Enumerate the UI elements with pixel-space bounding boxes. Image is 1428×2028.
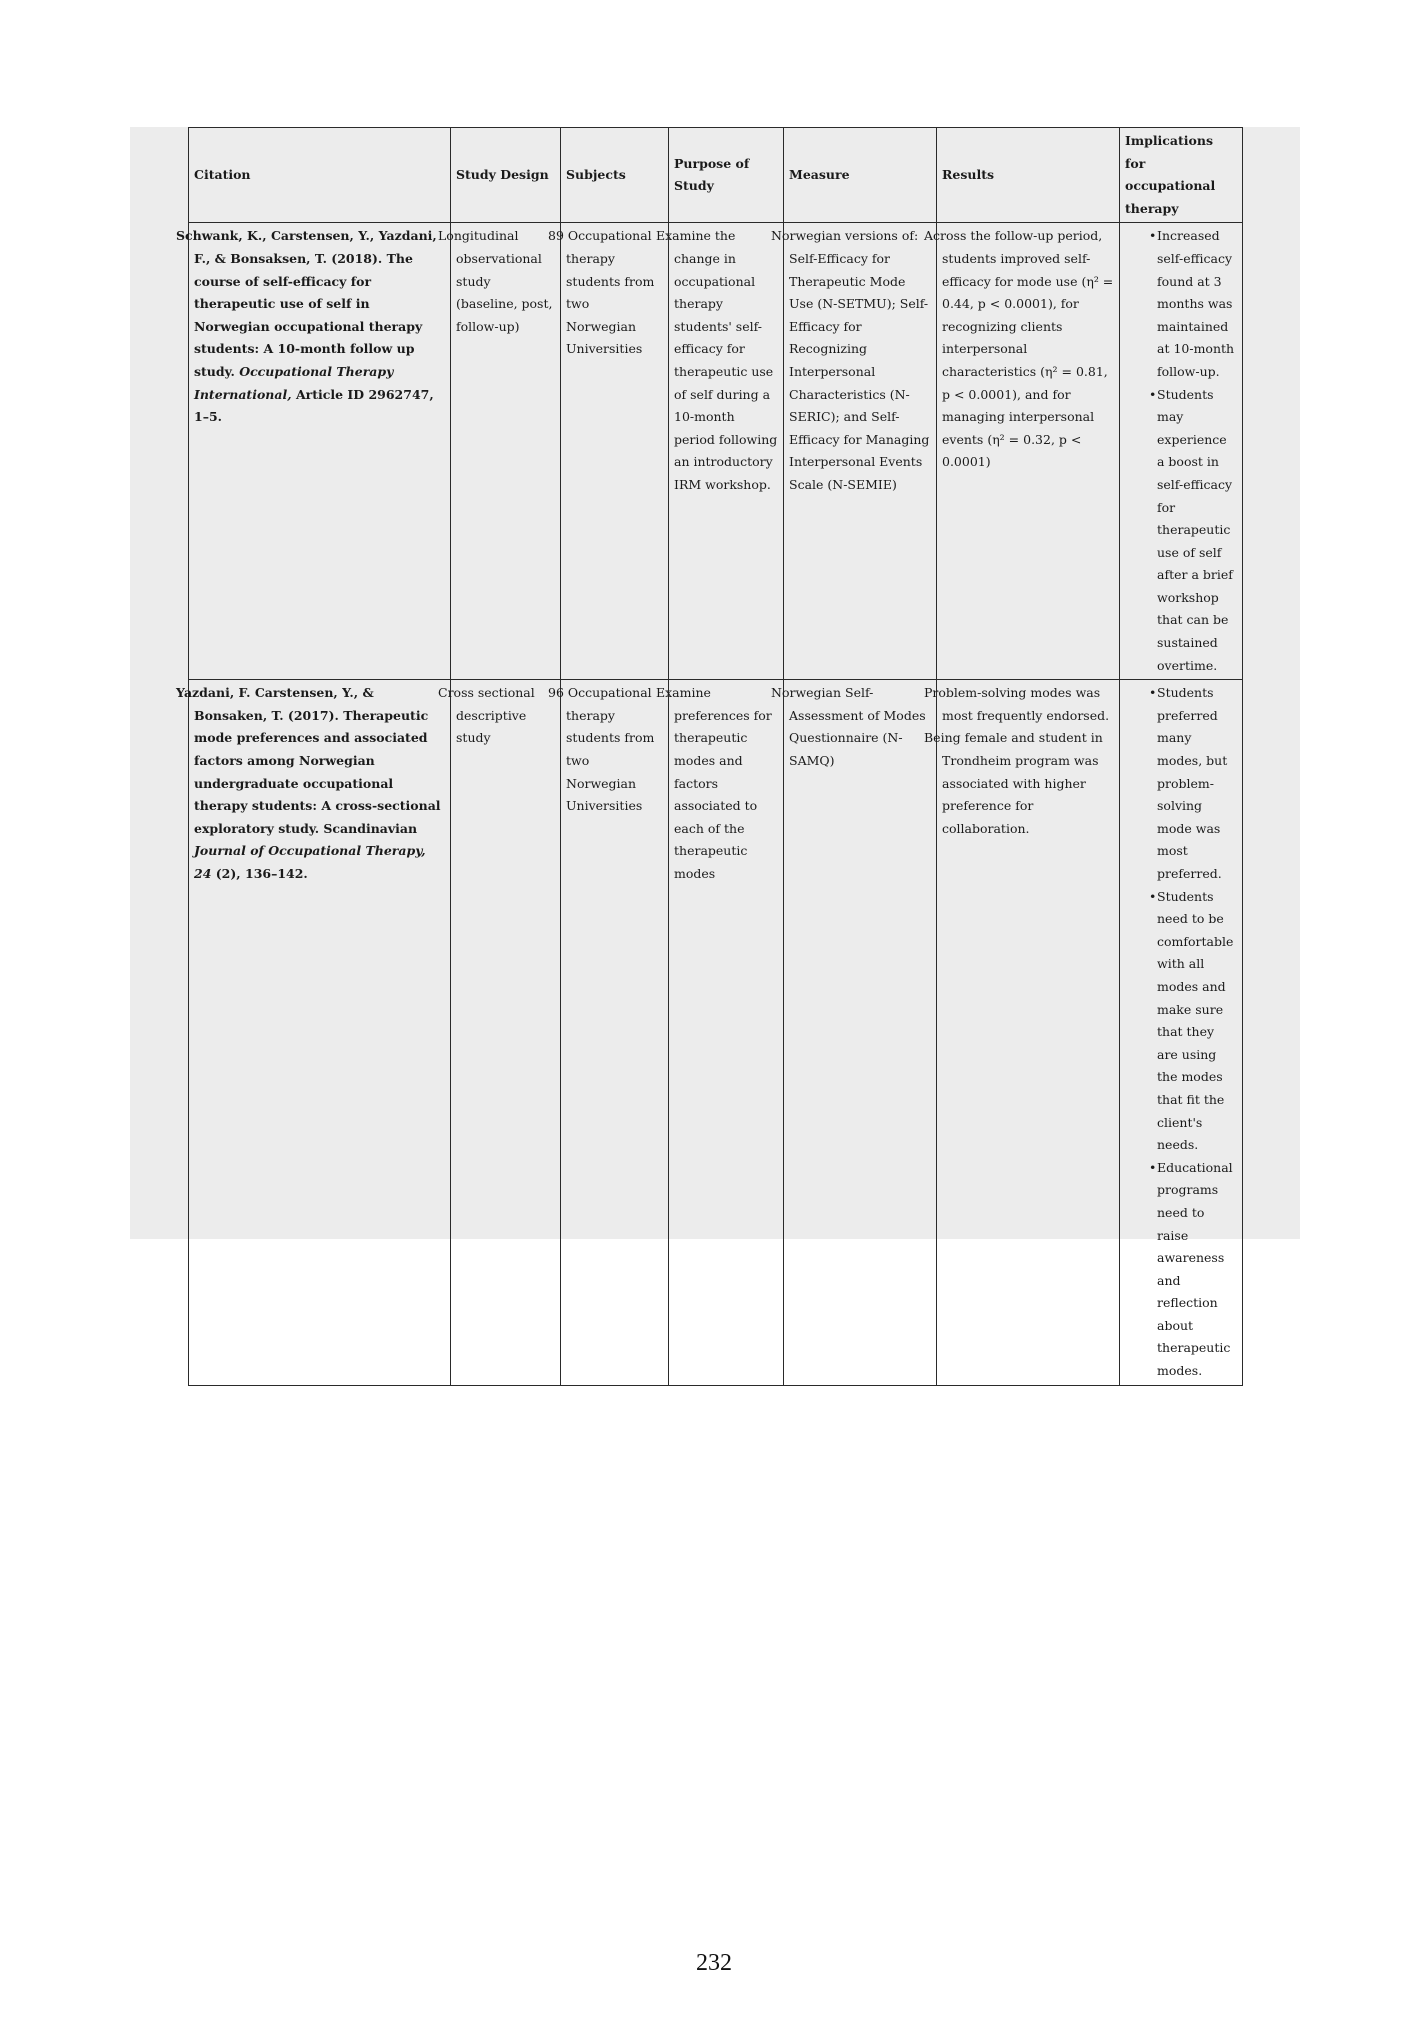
results-cell xyxy=(924,223,1120,680)
header-results: Results xyxy=(937,128,1120,223)
result-paragraph: Being female and student in Trondheim program was associated with higher preference for collaboration. xyxy=(924,730,1103,836)
citation-text: Yazdani, F. Carstensen, Y., & Bonsaken, T. (2017). Therapeutic mode preferences and associated factors among Norwegian undergraduate occupational therapy students: A cross-sectional exploratory study. Scandinavian xyxy=(176,685,441,836)
page-number: 232 xyxy=(696,1950,732,1976)
study-design-cell: Cross sectional descriptive study xyxy=(451,680,561,1385)
table-row xyxy=(189,680,1243,1385)
citation-journal: Journal of Occupational Therapy, 24 xyxy=(194,843,426,881)
implication-item: • Educational programs need to raise awareness and reflection about therapeutic modes. xyxy=(1125,1157,1237,1383)
header-implications: Implications for occupational therapy xyxy=(1120,128,1243,223)
measure-cell: Norwegian Self-Assessment of Modes Questionnaire (N-SAMQ) xyxy=(784,680,937,1385)
implication-item: • Students need to be comfortable with all modes and make sure that they are using the modes that fit the client's needs. xyxy=(1125,886,1237,1157)
citation-tail: Article ID 2962747, 1–5. xyxy=(194,386,434,425)
result-paragraph: Problem-solving modes was most frequently endorsed. xyxy=(924,685,1110,723)
header-citation: Citation xyxy=(189,128,451,223)
table-row xyxy=(189,223,1243,680)
citation-cell xyxy=(176,680,451,1385)
header-purpose: Purpose of Study xyxy=(669,128,784,223)
citation-journal: Occupational Therapy International, xyxy=(194,363,394,402)
implications-cell xyxy=(1120,223,1243,680)
implication-item: • Increased self-efficacy found at 3 months was maintained at 10-month follow-up. xyxy=(1125,225,1237,383)
header-measure: Measure xyxy=(784,128,937,223)
header-study-design: Study Design xyxy=(451,128,561,223)
results-cell xyxy=(924,680,1120,1385)
implications-cell xyxy=(1120,680,1243,1385)
citation-tail: (2), 136–142. xyxy=(215,866,308,881)
table-header-row xyxy=(189,128,1243,223)
subjects-cell: 96 Occupational therapy students from two Norwegian Universities xyxy=(561,680,669,1385)
purpose-cell: Examine preferences for therapeutic modes and factors associated to each of the therapeutic modes xyxy=(669,680,784,1385)
result-paragraph: Across the follow-up period, students improved self-efficacy for mode use (η² = 0.44, p < 0.0001), for recognizing clients interpersonal characteristics (η² = 0.81, p < 0.0001), and for managing interpersonal events (η² = 0.32, p < 0.0001) xyxy=(924,228,1114,470)
table-panel xyxy=(130,127,1300,1379)
implication-item: • Students may experience a boost in self-efficacy for therapeutic use of self after a brief workshop that can be sustained overtime. xyxy=(1125,384,1237,678)
measure-cell: Norwegian versions of: Self-Efficacy for Therapeutic Mode Use (N-SETMU); Self-Efficacy for Recognizing Interpersonal Characteristics (N-SERIC); and Self-Efficacy for Managing Interpersonal Events Scale (N-SEMIE) xyxy=(784,223,937,680)
citation-cell xyxy=(176,223,451,680)
header-subjects: Subjects xyxy=(561,128,669,223)
literature-table xyxy=(176,127,1243,1386)
citation-text: Schwank, K., Carstensen, Y., Yazdani, F., & Bonsaksen, T. (2018). The course of self-efficacy for therapeutic use of self in Norwegian occupational therapy students: A 10-month follow up study. xyxy=(176,228,437,379)
implication-item: • Students preferred many modes, but problem-solving mode was most preferred. xyxy=(1125,682,1237,885)
study-design-cell: Longitudinal observational study (baseline, post, follow-up) xyxy=(451,223,561,680)
subjects-cell: 89 Occupational therapy students from two Norwegian Universities xyxy=(561,223,669,680)
purpose-cell: Examine the change in occupational therapy students' self-efficacy for therapeutic use of self during a 10-month period following an introductory IRM workshop. xyxy=(669,223,784,680)
